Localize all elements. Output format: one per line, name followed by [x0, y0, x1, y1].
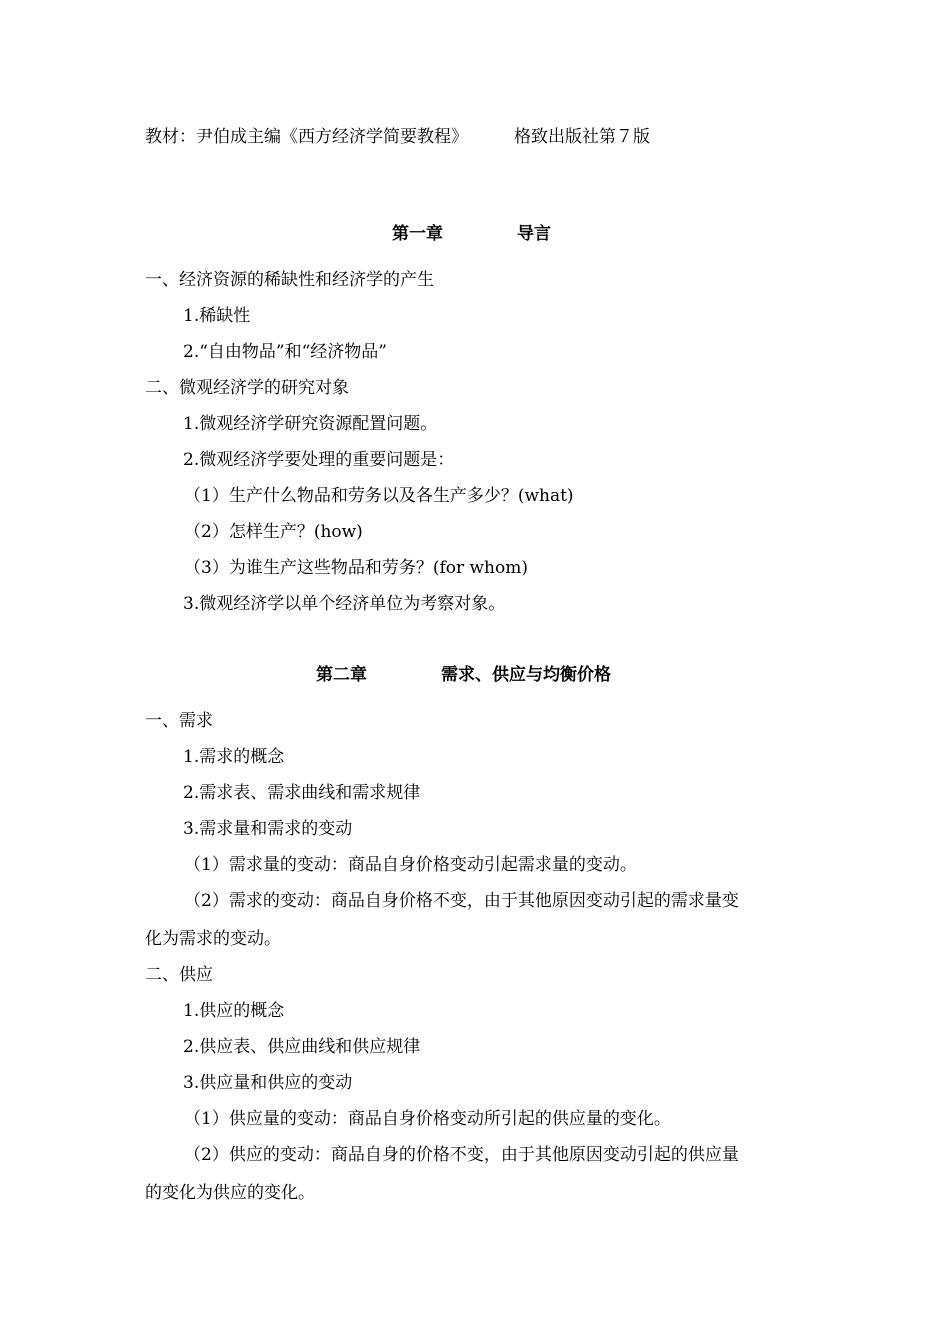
section-heading: 二、微观经济学的研究对象 — [145, 378, 349, 398]
list-item: （1）供应量的变动：商品自身价格变动所引起的供应量的变化。 — [184, 1109, 671, 1129]
chapter-2-title: 需求、供应与均衡价格 — [441, 665, 611, 685]
list-item: 2.“自由物品”和“经济物品” — [183, 342, 387, 362]
list-item: 1.稀缺性 — [183, 306, 251, 326]
chapter-1-title: 导言 — [517, 224, 551, 244]
list-item: 1.微观经济学研究资源配置问题。 — [183, 414, 438, 434]
chapter-1-heading — [392, 223, 551, 245]
textbook-publisher: 格致出版社第７版 — [514, 127, 650, 147]
chapter-2-number: 第二章 — [316, 665, 367, 685]
chapter-1-number: 第一章 — [392, 224, 443, 244]
list-item: （2）怎样生产？(how) — [184, 522, 363, 542]
textbook-line — [145, 126, 650, 148]
list-item: （1）生产什么物品和劳务以及各生产多少？(what) — [184, 486, 574, 506]
list-item: 3.需求量和需求的变动 — [183, 819, 353, 839]
list-item: （2）需求的变动：商品自身价格不变，由于其他原因变动引起的需求量变 — [184, 891, 739, 911]
list-item: 1.需求的概念 — [183, 747, 285, 767]
list-item: 化为需求的变动。 — [145, 929, 281, 949]
list-item: （2）供应的变动：商品自身的价格不变，由于其他原因变动引起的供应量 — [184, 1145, 739, 1165]
section-heading: 一、需求 — [145, 711, 213, 731]
list-item: 2.需求表、需求曲线和需求规律 — [183, 783, 421, 803]
list-item: （3）为谁生产这些物品和劳务？(for whom) — [184, 558, 528, 578]
list-item: 3.供应量和供应的变动 — [183, 1073, 353, 1093]
chapter-2-heading — [316, 664, 611, 686]
list-item: 2.供应表、供应曲线和供应规律 — [183, 1037, 421, 1057]
list-item: （1）需求量的变动：商品自身价格变动引起需求量的变动。 — [184, 855, 637, 875]
list-item: 2.微观经济学要处理的重要问题是： — [183, 450, 455, 470]
list-item: 1.供应的概念 — [183, 1001, 285, 1021]
textbook-title: 教材：尹伯成主编《西方经济学简要教程》 — [145, 127, 468, 147]
section-heading: 二、供应 — [145, 965, 213, 985]
list-item: 3.微观经济学以单个经济单位为考察对象。 — [183, 594, 506, 614]
list-item: 的变化为供应的变化。 — [145, 1183, 315, 1203]
section-heading: 一、经济资源的稀缺性和经济学的产生 — [145, 270, 434, 290]
